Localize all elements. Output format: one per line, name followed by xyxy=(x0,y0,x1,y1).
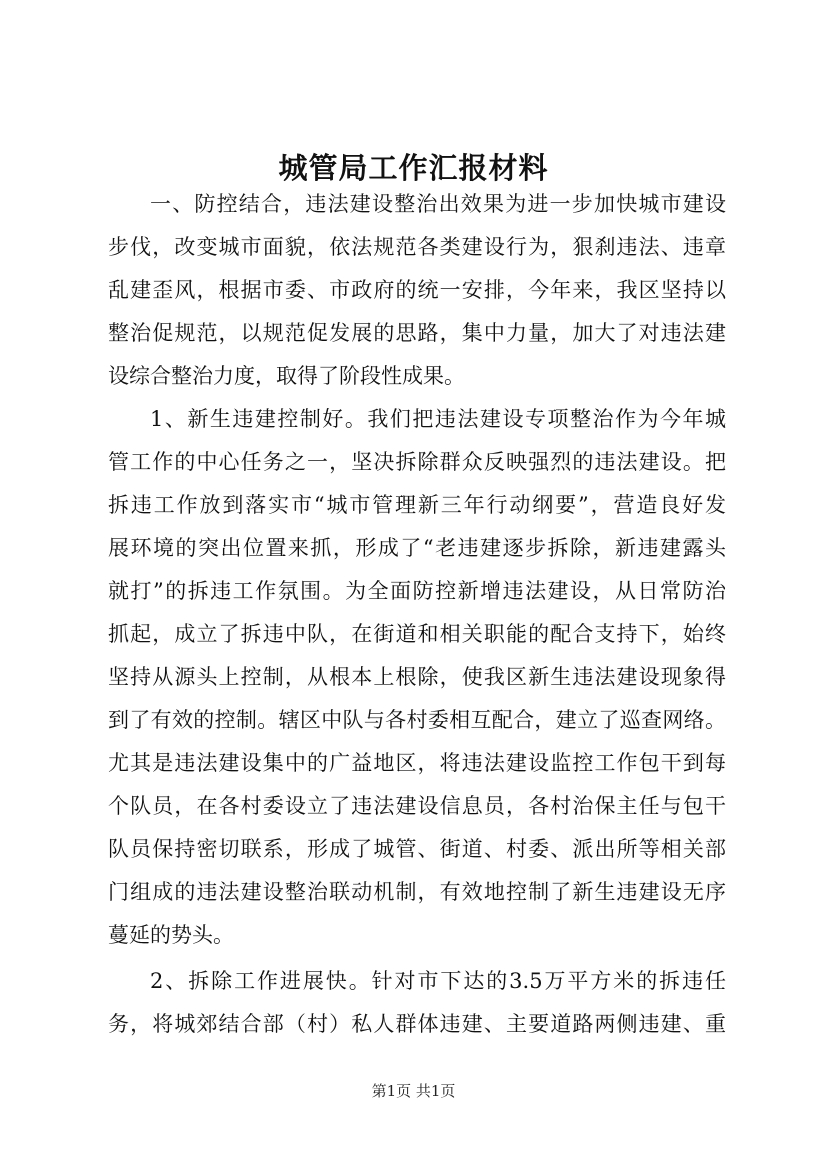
paragraph-1-line-5: 设综合整治力度，取得了阶段性成果。 xyxy=(108,364,465,388)
paragraph-2-line-3: 拆违工作放到落实市“城市管理新三年行动纲要”，营造良好发 xyxy=(108,493,726,517)
paragraph-1-line-4: 整治促规范，以规范促发展的思路，集中力量，加大了对违法建 xyxy=(108,321,726,345)
paragraph-1-line-3: 乱建歪风，根据市委、市政府的统一安排，今年来，我区坚持以 xyxy=(108,278,726,302)
paragraph-2-line-6: 抓起，成立了拆违中队，在街道和相关职能的配合支持下，始终 xyxy=(108,622,726,646)
paragraph-1-line-2: 步伐，改变城市面貌，依法规范各类建设行为，狠刹违法、违章 xyxy=(108,235,726,259)
document-title: 城管局工作汇报材料 xyxy=(278,151,549,185)
paragraph-2-line-11: 队员保持密切联系，形成了城管、街道、村委、派出所等相关部 xyxy=(108,837,726,861)
paragraph-3-line-1: 2、拆除工作进展快。针对市下达的3.5万平方米的拆违任 xyxy=(150,969,726,993)
paragraph-1-line-1: 一、防控结合，违法建设整治出效果为进一步加快城市建设 xyxy=(150,192,726,216)
paragraph-3-line-2: 务，将城郊结合部（村）私人群体违建、主要道路两侧违建、重 xyxy=(108,1012,726,1036)
paragraph-2-line-12: 门组成的违法建设整治联动机制，有效地控制了新生违建设无序 xyxy=(108,880,726,904)
paragraph-2-line-10: 个队员，在各村委设立了违法建设信息员，各村治保主任与包干 xyxy=(108,794,726,818)
paragraph-2-line-7: 坚持从源头上控制，从根本上根除，使我区新生违法建设现象得 xyxy=(108,665,726,689)
paragraph-2-line-1: 1、新生违建控制好。我们把违法建设专项整治作为今年城 xyxy=(150,407,726,431)
paragraph-2-line-2: 管工作的中心任务之一，坚决拆除群众反映强烈的违法建设。把 xyxy=(108,450,726,474)
page-footer: 第1页 共1页 xyxy=(371,1082,456,1100)
paragraph-2-line-8: 到了有效的控制。辖区中队与各村委相互配合，建立了巡查网络。 xyxy=(108,708,726,732)
paragraph-2-line-9: 尤其是违法建设集中的广益地区，将违法建设监控工作包干到每 xyxy=(108,751,726,775)
paragraph-2-line-5: 就打”的拆违工作氛围。为全面防控新增违法建设，从日常防治 xyxy=(108,579,726,603)
paragraph-2-line-13: 蔓延的势头。 xyxy=(108,923,234,947)
paragraph-2-line-4: 展环境的突出位置来抓，形成了“老违建逐步拆除，新违建露头 xyxy=(108,536,726,560)
